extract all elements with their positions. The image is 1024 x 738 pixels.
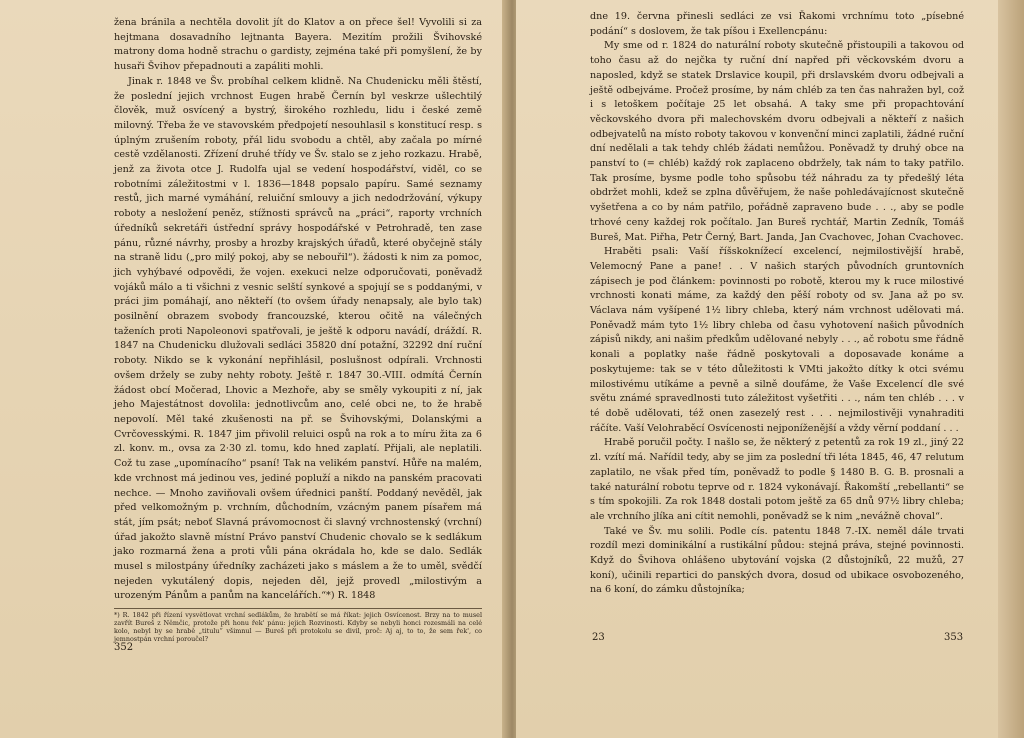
- page-edge: [998, 0, 1024, 738]
- right-signature-mark: 23: [592, 632, 605, 643]
- left-page-text: [114, 16, 482, 604]
- right-paragraph-5: Také ve Šv. mu solili. Podle cís. patentu 1848 7.-IX. neměl dále trvati rozdíl mezi dominikální a rustikální půdou: stejná práva, stejné povinnosti. Když do Švihova ohlášeno ubytování vojska (2 důstojníků, 22 mužů, 27 koní), učinili repartici do panských dvora, dosud od ubikace osvobozeného, na 6 koní, do zámku důstojníka;: [590, 525, 964, 596]
- left-page: [0, 0, 508, 738]
- left-paragraph-1: žena bránila a nechtěla dovolit jít do Klatov a on přece šel! Vyvolili si za hejtmana dosavadního lejtnanta Bayera. Mezitím prožili Švihovské matrony doma hodně strachu o gardisty, zejména také při pomyšlení, že by husaři Švihov přepadnouti a zapáliti mohli.: [114, 17, 482, 73]
- right-paragraph-3: Hraběti psali: Vaší říšskoknížecí excelencí, nejmilostivější hrabě, Velemocný Pane a pane! . . V našich starých původních gruntovních zápisech je pod článkem: povinnosti po robotě, kterou my k ruce milostivé vrchnosti konati máme, za každý den pěší roboty od sv. Jana až po sv. Václava nám vyšípené 1½ libry chleba, který nám vrchnost udělovati má. Poněvadž mám tyto 1½ libry chleba od času vyhotovení našich původních zápisů nikdy, ani našim předkům udělované nebyly . . ., ač robotu sme řádně konali a poplatky naše řádně poskytovali a doposavade konáme a poskytujeme: tak se v této důležitosti k VMti jakožto dítky k otci svému milostivému utíkáme a pevně a silně doufáme, že Vaše Excelencí dle své světu známé spravedlnosti tuto záležitost vyšetřiti . . ., nám ten chléb . . . v té době udělovati, též onen zasezelý rest . . . nejmilostivěji vynahraditi ráčíte. Vaší Velohraběcí Osvícenosti nejponíženější a vždy věrní poddaní . . .: [590, 246, 964, 434]
- left-page-number: 352: [114, 642, 134, 653]
- right-paragraph-4: Hrabě poručil počty. I našlo se, že některý z petentů za rok 19 zl., jiný 22 zl. vzítí má. Nařídil tedy, aby se jim za poslední tři léta 1845, 46, 47 relutum zaplatilo, ne však před tím, poněvadž to podle § 1480 B. G. B. prosnali a také naturální robotu teprve od r. 1824 vykonávají. Řakomští „rebellanti“ se s tím spokojili. Za rok 1848 dostali potom ještě za 65 dnů 97½ libry chleba; ale vrchního jlíka ani cítit nemohli, poněvadž se k nim „nevážně choval“.: [590, 437, 964, 522]
- left-paragraph-2: Jinak r. 1848 ve Šv. probíhal celkem klidně. Na Chudenicku měli štěstí, že poslední jejich vrchnost Eugen hrabě Černín byl veskrze ušlechtilý člověk, muž osvícený a bystrý, širokého rozhledu, lidu i české země milovný. Třeba že ve stavovském předpojetí nesouhlasil s konstitucí resp. s úplným zrušením roboty, přál lidu svobodu a chtěl, aby začala po mírné cestě vzdělanosti. Zřízení druhé třídy ve Šv. stalo se z jeho rozkazu. Hrabě, jenž za života otce J. Rudolfa ujal se vedení hospodářství, viděl, co se robotními záležitostmi v l. 1836—1848 popsalo papíru. Samé seznamy restů, jich marné vymáhání, reluiční smlouvy a jich nedodržování, výkupy roboty a nesložení peněz, stížnosti správců na „práci“, raporty vrchních úředníků sekretáři ústřední správy hospodářské v Petrohradě, ten zase pánu, různé návrhy, prosby a hrozby krajských úřadů, které obyčejně stály na straně lidu („pro milý pokoj, aby se nebouřil“). žádosti k nim za pomoc, jich vyhýbavé odpovědi, že vojen. exekuci nelze odporučovati, poněvadž vojáků málo a ti všichni z vesnic selští synkové a spojují se s poddanými, v práci jim pomáhají, ano někteří (to ovšem úřady nenapsaly, ale bylo tak) posilnění obrazem svobody francouzské, kterou očitě na válečných taženích proti Napoleonovi spatřovali, je ještě k odporu navádí, dráždí. R. 1847 na Chudenicku dlužovali sedláci 35820 dní potažní, 32292 dní ruční roboty. Nikdo se k vykonání nepřihlásil, poslušnost odpírali. Vrchnosti ovšem držely se zuby nehty roboty. Ještě r. 1847 30.-VIII. odmítá Černín žádost obcí Močerad, Lhovic a Mezhoře, aby se směly vykoupiti z ní, jak jeho Majestátnost dovolila: jednotlivcům ano, celé obci ne, to že hrabě nepovolí. Měl také zkušenosti na př. se Švihovskými, Dolanskými a Cvrčovesskými. R. 1847 jim přivolil reluici ospů na rok a to míru žita za 6 zl. konv. m., ovsa za 2·30 zl. tomu, kdo hned zaplatí. Přijali, ale neplatili. Což tu zase „upomínacího“ psaní! Tak na velikém panství. Hůře na malém, kde vrchnost má jedinou ves, jediné popluží a nikdo na panském pracovati nechce. — Mnoho zaviňovali ovšem úřednici panští. Poddaný nevěděl, jak před velkomožným p. vrchním, důchodním, vzácným panem písařem má stát, jím psát; neboť Slavná právomocnost či slavný vrchnostenský (vrchní) úřad jakožto slavně místní Právo panství Chudenic chovalo se k sedlákum jako rozmarná žena a proti vůli pána okrádala ho, kde se dalo. Sedlák musel s milostpány úředníky zacházeti jako s máslem a že to uměl, svědčí nejeden vykutálený dopis, nejeden děl, jejž provedl „milostivým a urozeným Pánům a panům na kancelářích.“*) R. 1848: [114, 75, 482, 602]
- right-page: [516, 0, 1024, 738]
- left-footnote: *) R. 1842 při řízení vysvětlovat vrchní sedlákům, že hrabětí se má říkat: jejich Osvícenost. Brzy na to musel zavřít Bureš z Němčic, protože při honu řek' pánu: jejich Rozvinosti. Kdyby se nebyli honci rozesmáli na celé kolo, nebyl by se hrabě „titulu“ všimnul — Bureš při protokolu se divil, proč: Aj aj, to to, že sem řek', co jemnostpán vrchní poroučel?: [114, 608, 482, 643]
- right-paragraph-1: dne 19. června přinesli sedláci ze vsi Řakomi vrchnímu toto „písebné podání“ s doslovem, že tak píšou i Exellencpánu:: [590, 11, 964, 37]
- right-page-text: [590, 10, 964, 598]
- right-page-number: 353: [944, 632, 964, 643]
- right-paragraph-2: My sme od r. 1824 do naturální roboty skutečně přistoupili a takovou od toho času až do nejčka ty ruční dní napřed při věckovském dvoru a naposled, když se statek Drslavice koupil, při drslavském dvoru odbejvali a ještě odbejváme. Pročež prosíme, by nám chléb za ten čas nahražen byl, což i s letoškem počítaje 25 let obsahá. A taky sme při propachtování věckovského dvora při malechovském dvoru odbejvali a někteří z našich odbejvatelů na místo roboty takovou v konvenční minci zaplatili, žádné ruční dní nedělali a tak tehdy chléb žádati nemůžou. Poněvadž ty druhý obce na panství to (= chléb) každý rok zaplaceno obdržely, tak nám to taky patřilo. Tak prosíme, bysme podle toho spůsobu též náhradu za ty předešlý léta obdržet mohli, kdež se zplna důvěřujem, že naše pohledávajícnost skutečně vyšetřena a co by nám patřilo, pořádně zapraveno bude . . ., aby se podle trhové ceny každej rok počítalo. Jan Bureš rychtář, Martin Zedník, Tomáš Bureš, Mat. Piřha, Petr Černý, Bart. Janda, Jan Cvachovec, Johan Cvachovec.: [590, 40, 964, 243]
